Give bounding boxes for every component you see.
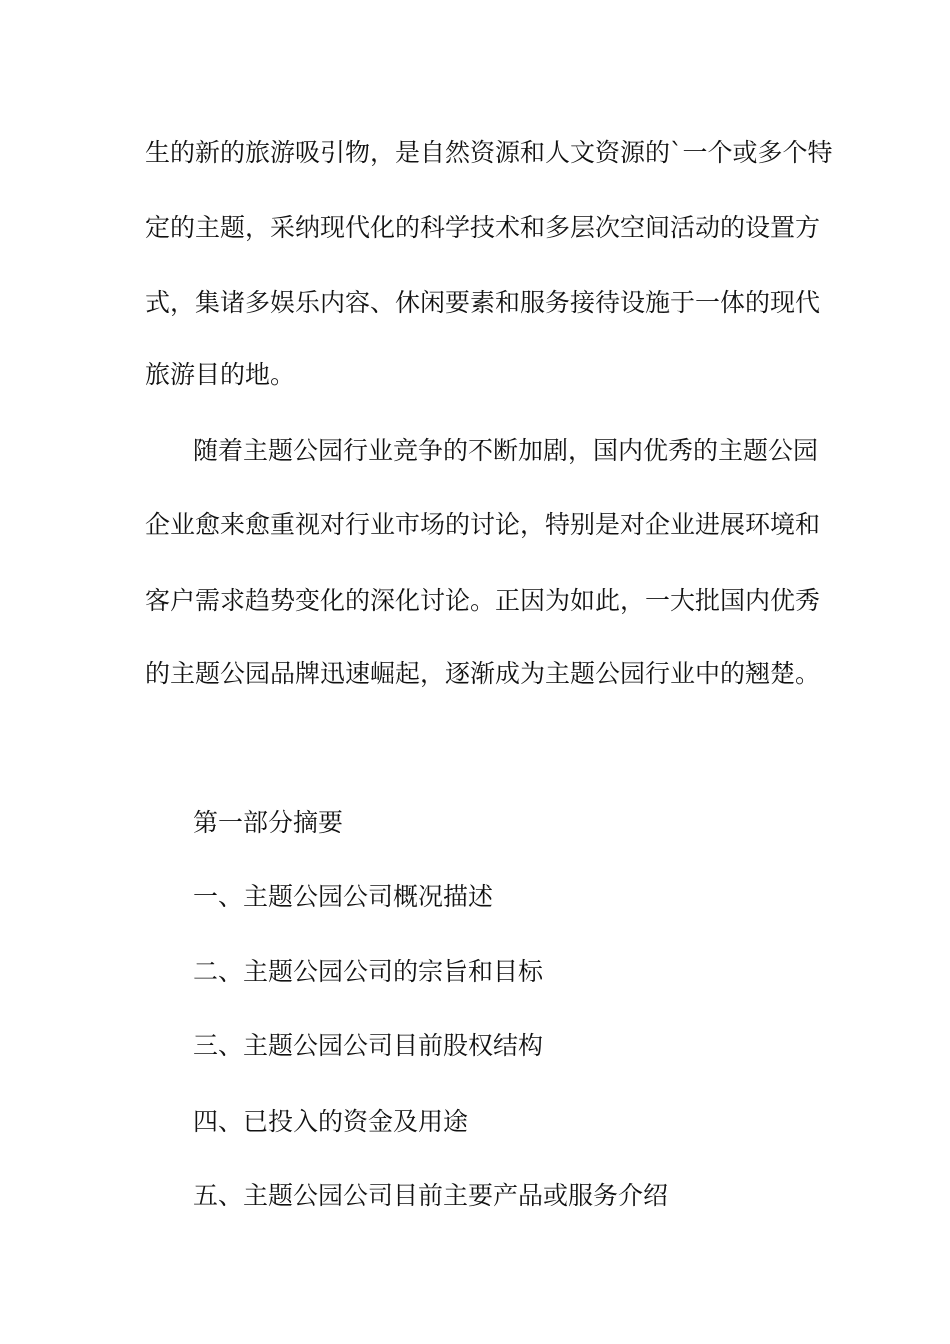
toc-item: 三、主题公园公司目前股权结构 bbox=[193, 1031, 544, 1060]
paragraph-line: 定的主题，采纳现代化的科学技术和多层次空间活动的设置方 bbox=[145, 213, 821, 242]
paragraph-line: 的主题公园品牌迅速崛起，逐渐成为主题公园行业中的翘楚。 bbox=[145, 659, 821, 688]
paragraph-line: 随着主题公园行业竞争的不断加剧，国内优秀的主题公园 bbox=[193, 436, 819, 465]
toc-item: 五、主题公园公司目前主要产品或服务介绍 bbox=[193, 1181, 669, 1210]
paragraph-line: 式，集诸多娱乐内容、休闲要素和服务接待设施于一体的现代 bbox=[145, 288, 821, 317]
paragraph-line: 客户需求趋势变化的深化讨论。正因为如此，一大批国内优秀 bbox=[145, 586, 821, 615]
toc-item: 四、已投入的资金及用途 bbox=[193, 1107, 469, 1136]
toc-item: 二、主题公园公司的宗旨和目标 bbox=[193, 957, 544, 986]
paragraph-line: 旅游目的地。 bbox=[145, 360, 296, 389]
paragraph-line: 生的新的旅游吸引物，是自然资源和人文资源的`一个或多个特 bbox=[145, 138, 833, 167]
toc-heading: 第一部分摘要 bbox=[193, 808, 344, 837]
toc-item: 一、主题公园公司概况描述 bbox=[193, 882, 494, 911]
paragraph-line: 企业愈来愈重视对行业市场的讨论，特别是对企业进展环境和 bbox=[145, 510, 821, 539]
